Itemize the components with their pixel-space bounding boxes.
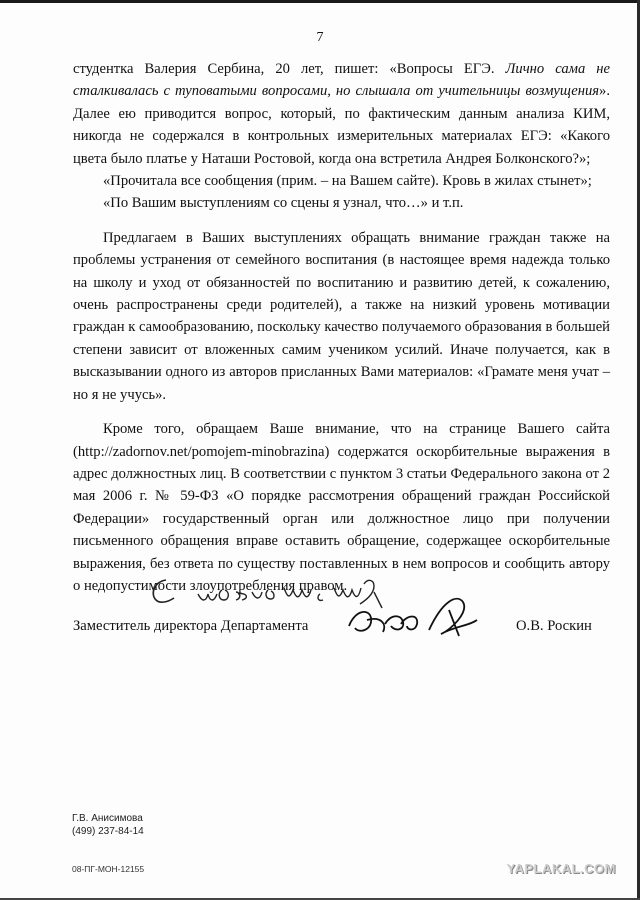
paragraph-quote-student: студентка Валерия Сербина, 20 лет, пишет: «Вопросы ЕГЭ. Лично сама не сталкивалась с туповатыми вопросами, но слышала от учительницы возмущения». Далее ею приводится вопрос, который, по фактическим данным анализа КИМ, никогда не содержался в контрольных измерительных материалах ЕГЭ: «Какого цвета было платье у Наташи Ростовой, когда она встретила Андрея Болконского?»; (73, 61, 610, 167)
contact-phone: (499) 237-84-14 (72, 826, 144, 837)
paragraph-quote-3: «По Вашим выступлениям со сцены я узнал, что…» и т.п. (103, 195, 464, 212)
paragraph-proposal: Предлагаем в Ваших выступлениях обращать внимание граждан также на проблемы устранения от семейного воспитания (в настоящее время надежда только на школу и уход от обязанностей по воспитанию и развитию детей, к сожалению, очень распространены среди родителей), а также на низкий уровень мотивации граждан к самообразованию, поскольку качество получаемого образования в большей степени зависит от вложенных самим учеником усилий. Иначе получается, как в высказывании одного из авторов присланных Вами материалов: «Грамате меня учат – но я не учусь». (73, 229, 610, 403)
watermark-logo: YAPLAKAL.COM (506, 861, 616, 876)
paragraph-website-notice: Кроме того, обращаем Ваше внимание, что на странице Вашего сайта (http://zadornov.net/pomojem-minobrazina) содержатся оскорбительные выражения в адрес должностных лиц. В соответствии с пунктом 3 статьи Федерального закона от 2 мая 2006 г. № 59-ФЗ «О порядке рассмотрения обращений граждан Российской Федерации» государственный орган или должностное лицо при получении письменного обращения вправе оставить обращение, содержащее оскорбительные выражения, без ответа по существу поставленных в нем вопросов и сообщить автору о недопустимости злоупотребления правом. (73, 421, 610, 594)
document-code: 08-ПГ-МОН-12155 (72, 864, 145, 874)
italic-quote: Лично сама не сталкивалась с туповатыми вопросами, но слышала от учительницы возмущения (73, 61, 610, 100)
paragraph-quote-2: «Прочитала все сообщения (прим. – на Вашем сайте). Кровь в жилах стынет»; (103, 173, 592, 190)
signatory-name: О.В. Роскин (516, 618, 592, 634)
scan-edge-top (0, 0, 640, 3)
signature-graphic (345, 590, 495, 655)
letter-body (73, 58, 610, 597)
page-number: 7 (316, 30, 324, 45)
contact-name: Г.В. Анисимова (72, 813, 143, 824)
contact-block (72, 812, 144, 838)
signatory-title: Заместитель директора Департамента (73, 618, 309, 634)
